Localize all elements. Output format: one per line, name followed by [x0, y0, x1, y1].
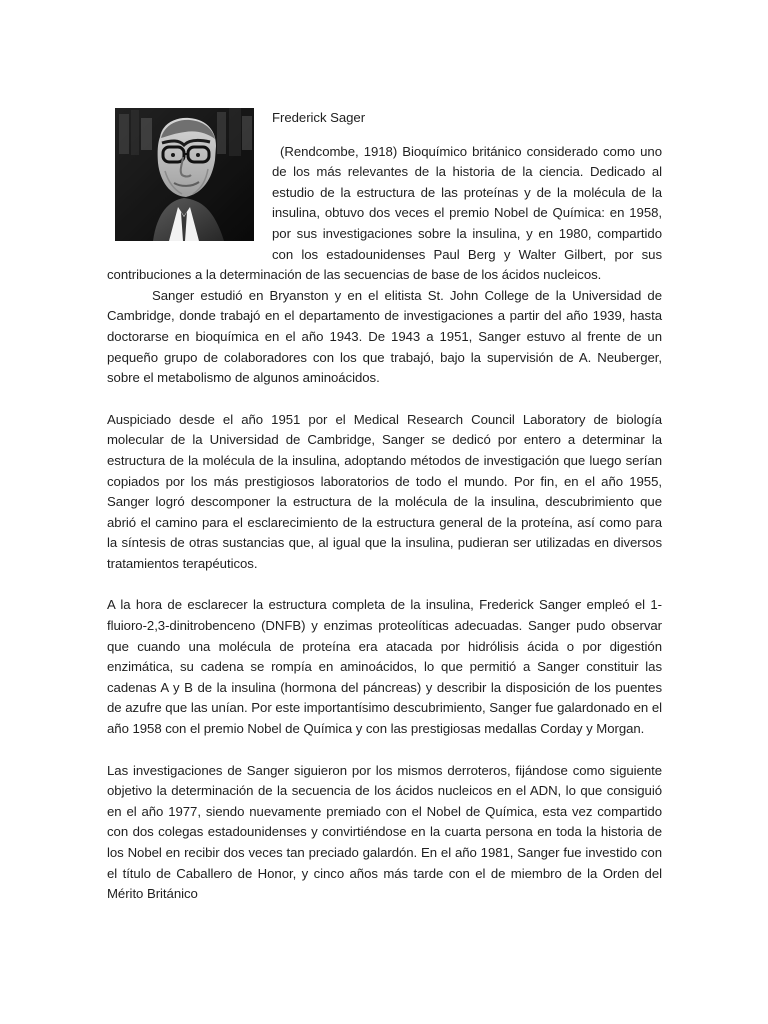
page-title: Frederick Sager	[272, 110, 366, 125]
portrait-image-icon	[115, 108, 254, 241]
paragraph-1: (Rendcombe, 1918) Bioquímico británico considerado como uno de los más relevantes de la historia de la ciencia. Dedicado al estudio de la estructura de las proteínas y de la molécula de la insulina, obtuvo dos veces el premio Nobel de Química: en 1958, por sus investigaciones sobre la insulina, y en 1980, compartido con los estadounidenses Paul Berg y Walter Gilbert, por sus contribuciones a la determinación de las secuencias de base de los ácidos nucleicos.	[107, 143, 662, 283]
paragraph-4: A la hora de esclarecer la estructura completa de la insulina, Frederick Sanger empleó el 1-fluioro-2,3-dinitrobenceno (DNFB) y enzimas proteolíticas adecuadas. Sanger pudo observar que cuando una molécula de proteína era atacada por hidrólisis ácida o por digestión enzimática, su cadena se rompía en aminoácidos, lo que permitió a Sanger constituir las cadenas A y B de la insulina (hormona del páncreas) y describir la disposición de los puentes de azufre que las unían. Por este importantísimo descubrimiento, Sanger fue galardonado en el año 1958 con el premio Nobel de Química y con las prestigiosas medallas Corday y Morgan.	[107, 597, 662, 737]
paragraph-5: Las investigaciones de Sanger siguieron por los mismos derroteros, fijándose como siguiente objetivo la determinación de la secuencia de los ácidos nucleicos en el ADN, lo que consiguió en el año 1977, siendo nuevamente premiado con el Nobel de Química, esta vez compartido con dos colegas estadounidenses y convirtiéndose en la cuarta persona en toda la historia de los Nobel en recibir dos veces tan preciado galardón. En el año 1981, Sanger fue investido con el título de Caballero de Honor, y cinco años más tarde con el de miembro de la Orden del Mérito Británico	[107, 762, 662, 902]
article-body	[107, 108, 662, 905]
portrait-photo	[115, 108, 254, 241]
paragraph-3: Auspiciado desde el año 1951 por el Medical Research Council Laboratory de biología molecular de la Universidad de Cambridge, Sanger se dedicó por entero a determinar la estructura de la molécula de la insulina, adoptando métodos de investigación que luego serían copiados por los más prestigiosos laboratorios de todo el mundo. Por fin, en el año 1955, Sanger logró descomponer la estructura de la molécula de la insulina, descubrimiento que abrió el camino para el esclarecimiento de la estructura general de la proteína, así como para la síntesis de otras sustancias que, al igual que la insulina, pudieran ser utilizadas en diversos tratamientos terapéuticos.	[107, 411, 662, 571]
paragraph-2: Sanger estudió en Bryanston y en el elitista St. John College de la Universidad de Cambridge, donde trabajó en el departamento de investigaciones a partir del año 1939, hasta doctorarse en bioquímica en el año 1943. De 1943 a 1951, Sanger estuvo al frente de un pequeño grupo de colaboradores con los que trabajó, bajo la supervisión de A. Neuberger, sobre el metabolismo de algunos aminoácidos.	[107, 287, 662, 386]
